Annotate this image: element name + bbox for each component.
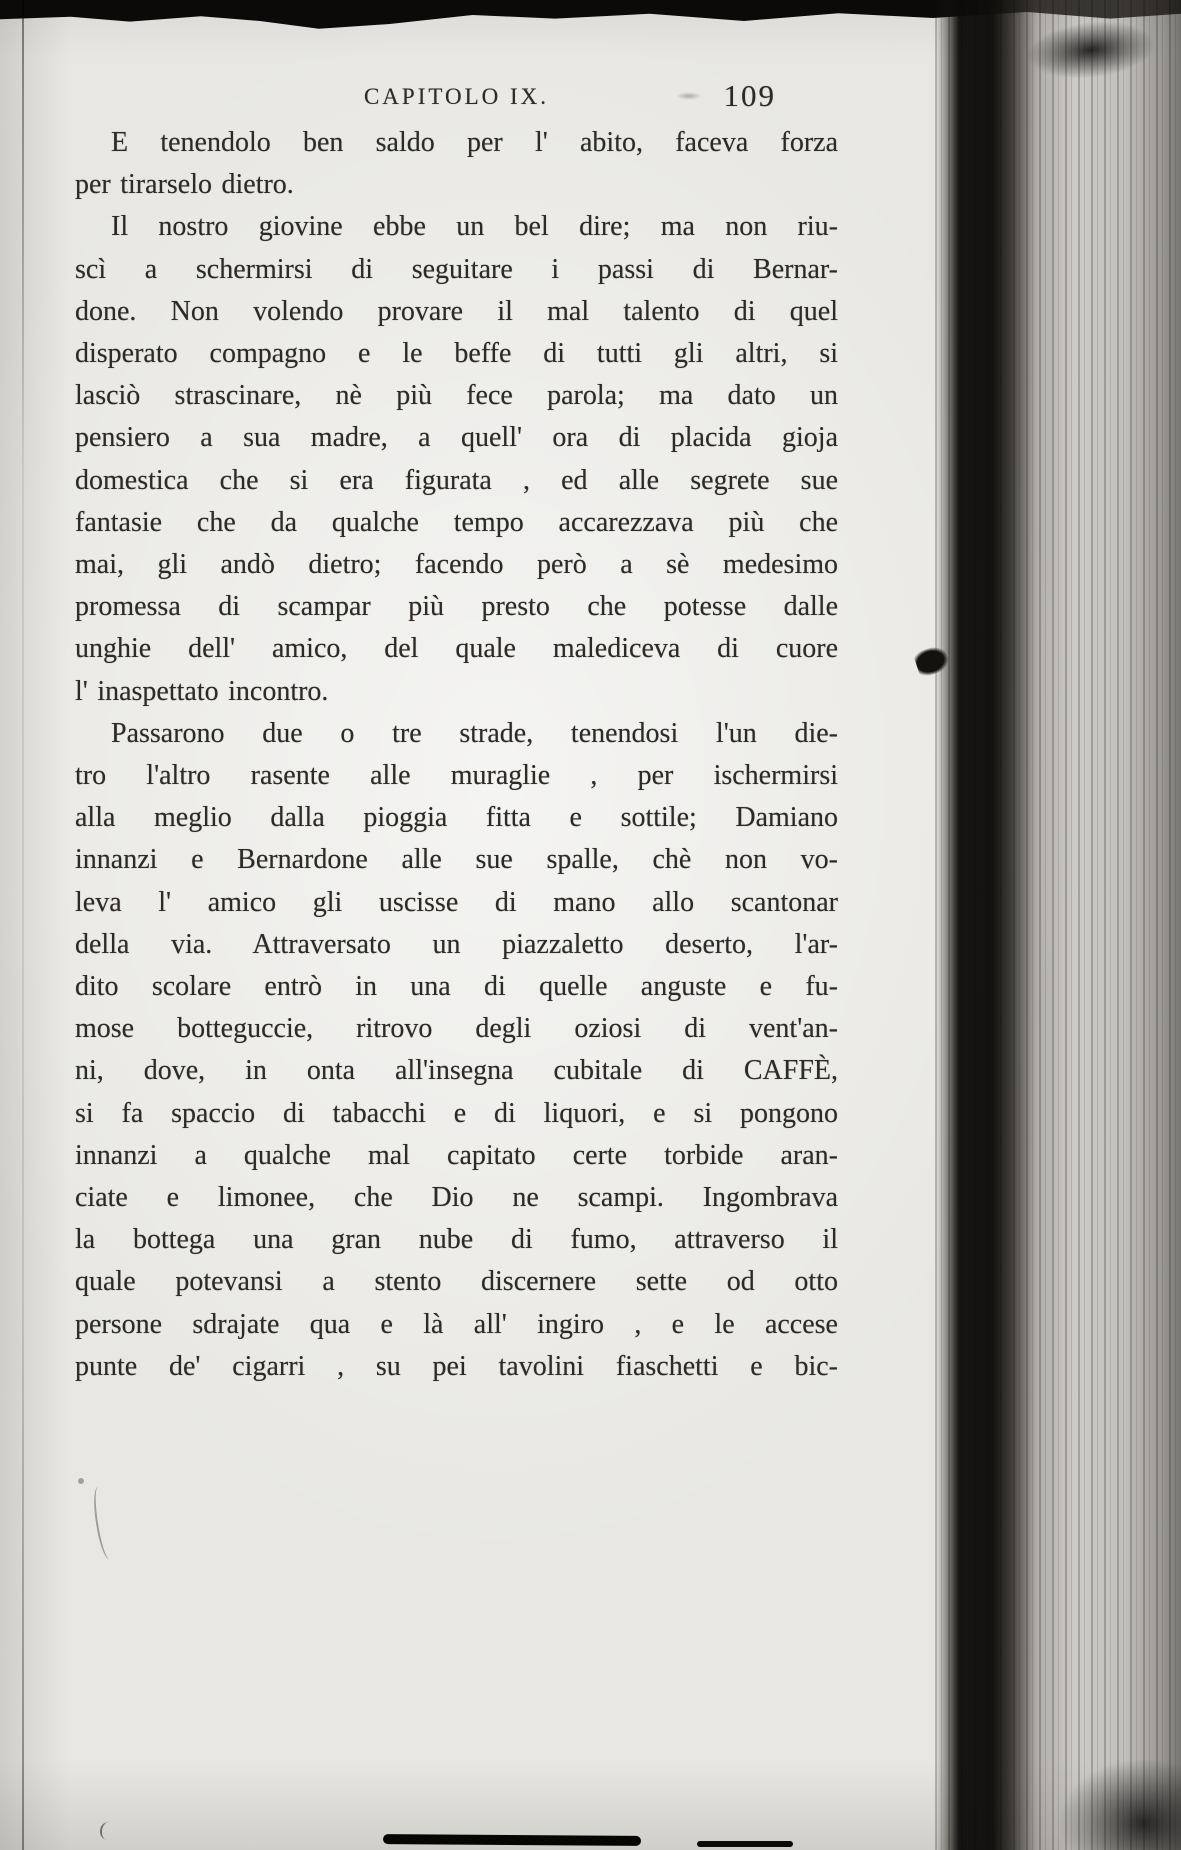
text-line: scì a schermirsi di seguitare i passi di Bernar- <box>75 253 838 285</box>
text-line: pensiero a sua madre, a quell' ora di placida gioja <box>75 422 838 454</box>
text-line: ciate e limonee, che Dio ne scampi. Ingombrava <box>75 1182 838 1214</box>
scan-artifact-bottom-right-blob <box>1060 1760 1181 1850</box>
scan-artifact-binding-shadow <box>935 0 1181 1850</box>
text-line: alla meglio dalla pioggia fitta e sottile; Damiano <box>75 802 838 834</box>
text-line: promessa di scampar più presto che potesse dalle <box>75 591 838 623</box>
scan-artifact-left-crease <box>22 0 24 1850</box>
text-line: ni, dove, in onta all'insegna cubitale di CAFFÈ, <box>75 1055 838 1087</box>
text-line: lasciò strascinare, nè più fece parola; ma dato un <box>75 380 838 412</box>
text-line: quale potevansi a stento discernere sette od otto <box>75 1266 838 1298</box>
text-line: innanzi e Bernardone alle sue spalle, chè non vo- <box>75 844 838 876</box>
page-number: 109 <box>723 78 776 113</box>
chapter-heading: CAPITOLO IX. <box>363 84 550 109</box>
text-line: innanzi a qualche mal capitato certe torbide aran- <box>75 1139 838 1171</box>
text-line: tro l'altro rasente alle muraglie , per ischermirsi <box>75 760 838 792</box>
text-line: done. Non volendo provare il mal talento di quel <box>75 295 838 327</box>
text-line: per tirarselo dietro. <box>75 169 294 201</box>
scan-artifact-bottom-mark <box>99 1821 117 1841</box>
scan-artifact-bottom-mark <box>697 1841 793 1847</box>
scan-artifact-pencil-dot <box>78 1478 84 1484</box>
text-line: Il nostro giovine ebbe un bel dire; ma non riu- <box>111 211 838 243</box>
text-line: si fa spaccio di tabacchi e di liquori, e si pongono <box>75 1097 838 1129</box>
text-line: della via. Attraversato un piazzaletto deserto, l'ar- <box>75 928 838 960</box>
text-line: leva l' amico gli uscisse di mano allo scantonar <box>75 886 838 918</box>
text-line: dito scolare entrò in una di quelle anguste e fu- <box>75 971 838 1003</box>
text-line: persone sdrajate qua e là all' ingiro , e le accese <box>75 1308 838 1340</box>
text-line: Passarono due o tre strade, tenendosi l'un die- <box>111 717 838 749</box>
body-text <box>75 122 838 1388</box>
text-line: fantasie che da qualche tempo accarezzava più che <box>75 506 838 538</box>
text-line: punte de' cigarri , su pei tavolini fiaschetti e bic- <box>75 1350 838 1382</box>
scan-artifact-pencil-mark <box>90 1485 117 1561</box>
text-line: mai, gli andò dietro; facendo però a sè medesimo <box>75 549 838 581</box>
text-line: l' inaspettato incontro. <box>75 675 329 707</box>
text-line: E tenendolo ben saldo per l' abito, faceva forza <box>111 127 838 158</box>
text-line: disperato compagno e le beffe di tutti gli altri, si <box>75 338 838 370</box>
page-header <box>75 78 838 120</box>
text-line: domestica che si era figurata , ed alle segrete sue <box>75 464 838 496</box>
text-line: unghie dell' amico, del quale malediceva di cuore <box>75 633 838 665</box>
text-line: mose botteguccie, ritrovo degli oziosi di vent'an- <box>75 1013 838 1045</box>
scan-artifact-bottom-mark <box>383 1834 641 1846</box>
text-line: la bottega una gran nube di fumo, attraverso il <box>75 1224 838 1256</box>
